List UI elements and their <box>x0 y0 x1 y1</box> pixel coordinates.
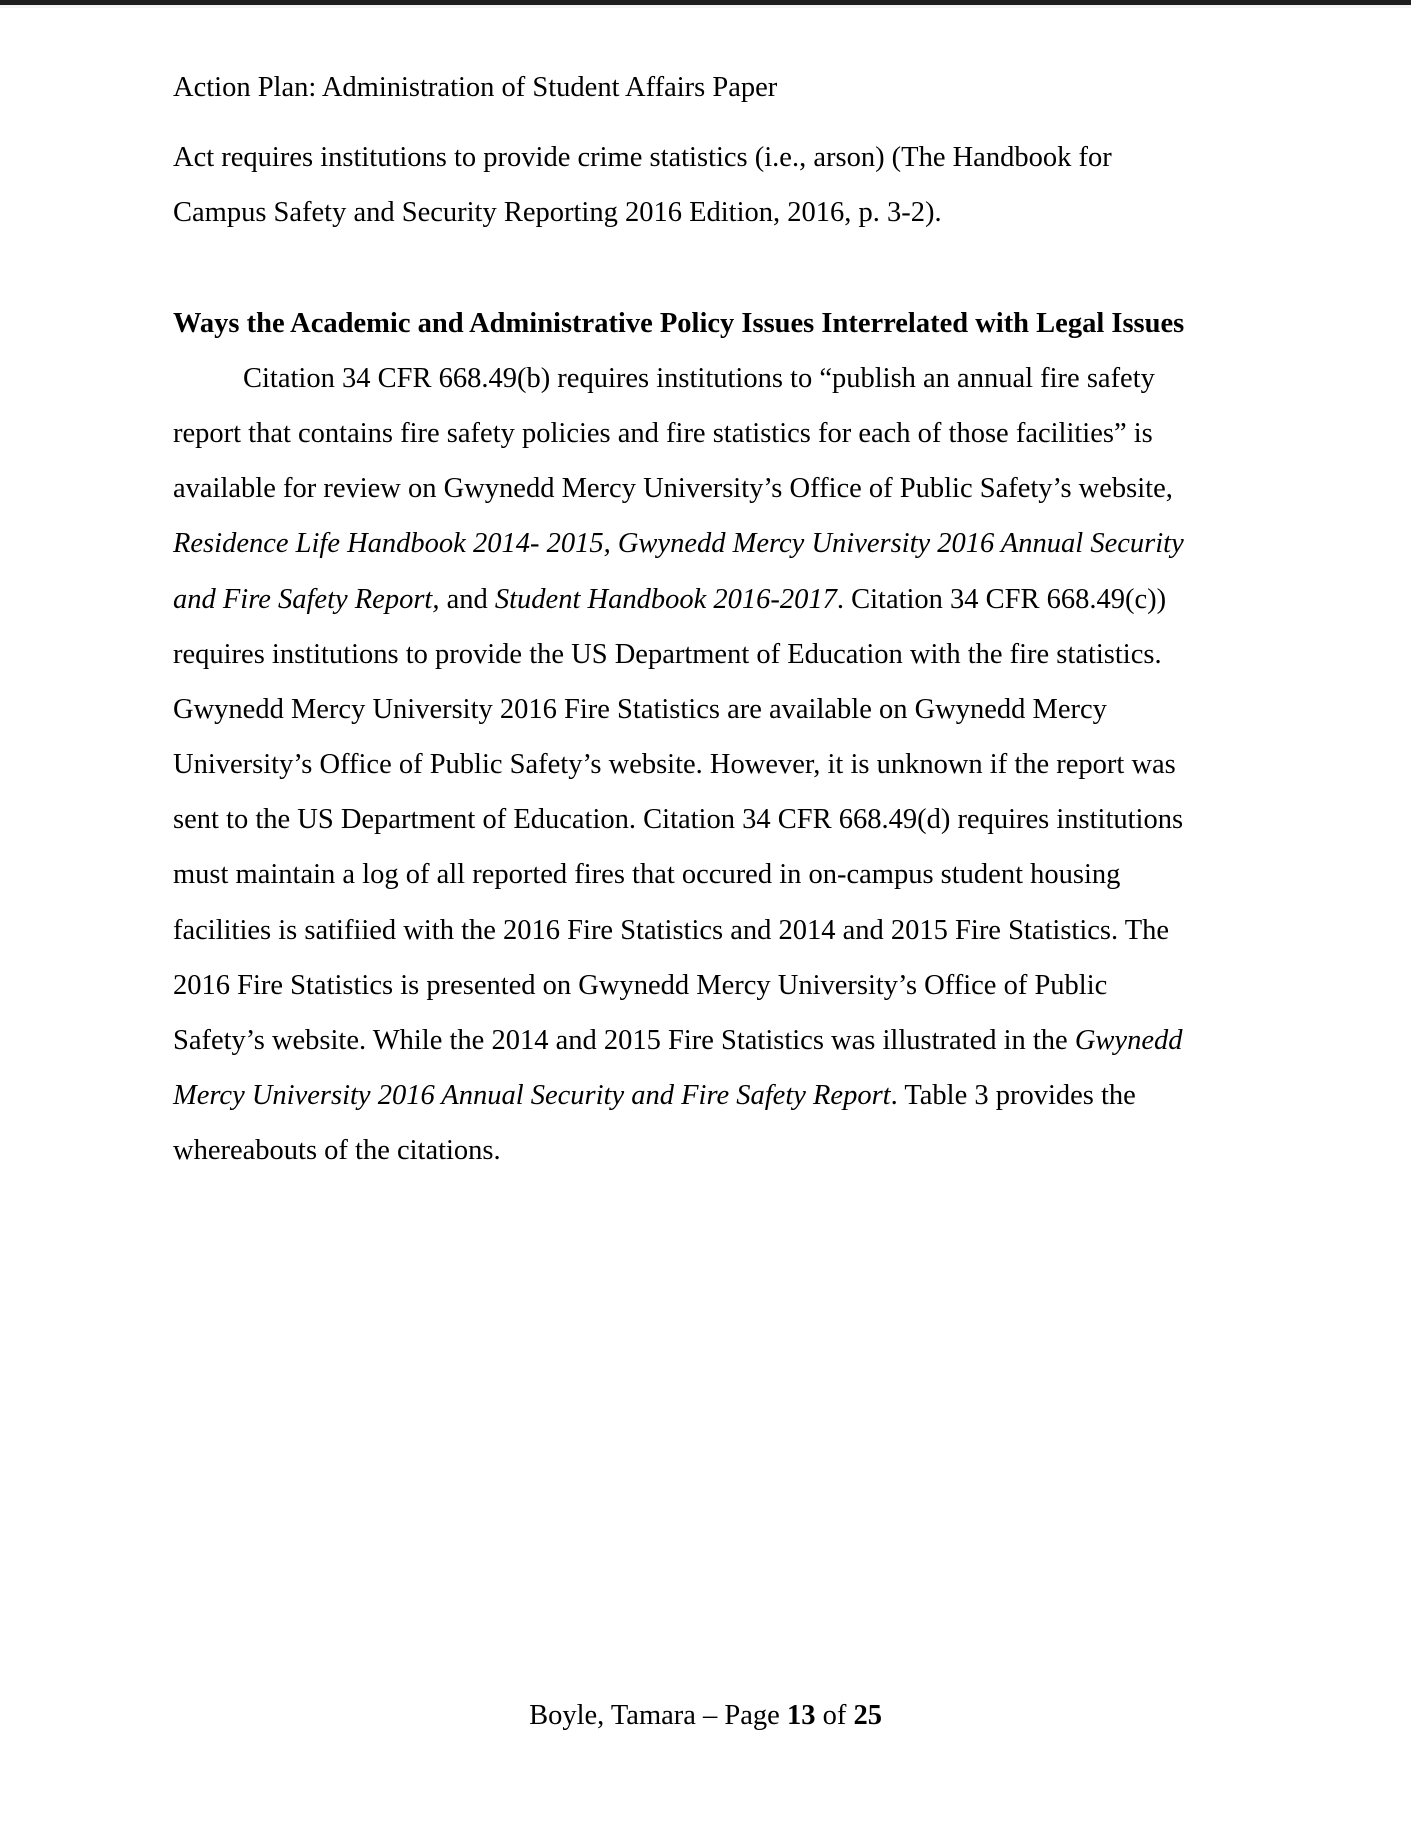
text-segment: sent to the US Department of Education. Citation 34 CFR 668.49(d) requires institutions <box>173 804 1184 836</box>
paragraph2-line7 <box>173 682 1184 737</box>
text-segment: whereabouts of the citations. <box>173 1135 501 1167</box>
text-segment: requires institutions to provide the US Department of Education with the fire statistics. <box>173 638 1162 670</box>
text-segment: Citation 34 CFR 668.49(b) requires institutions to “publish an annual fire safety <box>243 362 1155 394</box>
paragraph2-line6 <box>173 627 1184 682</box>
text-segment: . Citation 34 CFR 668.49(c)) <box>836 583 1167 615</box>
paragraph2-line14 <box>173 1068 1184 1123</box>
footer-of-text: of <box>815 1700 854 1731</box>
text-segment-italic: Gwynedd <box>1074 1025 1183 1056</box>
page-footer <box>0 1688 1411 1743</box>
paragraph2-line1 <box>173 351 1184 406</box>
paragraph2-line4-italic <box>173 516 1184 571</box>
text-segment: Act requires institutions to provide crime statistics (i.e., arson) (The Handbook for <box>173 142 1112 173</box>
blank-line <box>173 240 1184 295</box>
paragraph2-line11 <box>173 903 1184 958</box>
text-segment: Safety’s website. While the 2014 and 2015 Fire Statistics was illustrated in the <box>173 1025 1075 1056</box>
footer-total-pages: 25 <box>853 1700 882 1731</box>
paragraph2-line3 <box>173 461 1184 516</box>
paragraph2-line13 <box>173 1013 1184 1068</box>
document-body <box>173 130 1184 1179</box>
text-segment-italic: Mercy University 2016 Annual Security and Fire Safety Report <box>173 1080 891 1112</box>
paragraph1-line2 <box>173 185 1184 240</box>
text-segment: and <box>439 583 495 615</box>
text-segment: University’s Office of Public Safety’s website. However, it is unknown if the report was <box>173 749 1176 781</box>
section-heading-text: Ways the Academic and Administrative Policy Issues Interrelated with Legal Issues <box>173 307 1185 339</box>
footer-author-text: Boyle, Tamara – Page <box>529 1700 787 1731</box>
paragraph2-line10 <box>173 847 1184 902</box>
text-segment: . Table 3 provides the <box>890 1080 1136 1112</box>
text-segment-italic: Student Handbook 2016-2017 <box>494 583 837 615</box>
text-segment-italic: Residence Life Handbook 2014- 2015, Gwynedd Mercy University 2016 Annual Security <box>173 528 1184 560</box>
paragraph2-line15 <box>173 1123 1184 1178</box>
paragraph2-line9 <box>173 792 1184 847</box>
text-segment: Campus Safety and Security Reporting 2016 Edition, 2016, p. 3-2). <box>173 197 942 229</box>
footer-page-number: 13 <box>786 1700 816 1731</box>
text-segment: available for review on Gwynedd Mercy University’s Office of Public Safety’s website, <box>173 473 1173 505</box>
text-segment: 2016 Fire Statistics is presented on Gwynedd Mercy University’s Office of Public <box>173 969 1108 1001</box>
section-heading <box>173 296 1184 351</box>
text-segment: Gwynedd Mercy University 2016 Fire Statistics are available on Gwynedd Mercy <box>173 693 1107 725</box>
paragraph2-line5 <box>173 572 1184 627</box>
paragraph1-line1 <box>173 130 1184 185</box>
text-segment: report that contains fire safety policies and fire statistics for each of those facilities” is <box>173 417 1153 449</box>
text-segment: facilities is satifiied with the 2016 Fire Statistics and 2014 and 2015 Fire Statistics. The <box>173 914 1170 946</box>
text-segment-italic: and Fire Safety Report, <box>173 583 440 615</box>
text-segment: must maintain a log of all reported fires that occured in on-campus student housing <box>173 859 1121 891</box>
window-top-bar-shade <box>0 5 1411 8</box>
paragraph2-line2 <box>173 406 1184 461</box>
running-header-text: Action Plan: Administration of Student Affairs Paper <box>173 72 778 103</box>
paragraph2-line8 <box>173 737 1184 792</box>
paragraph2-line12 <box>173 958 1184 1013</box>
running-header <box>173 60 777 115</box>
